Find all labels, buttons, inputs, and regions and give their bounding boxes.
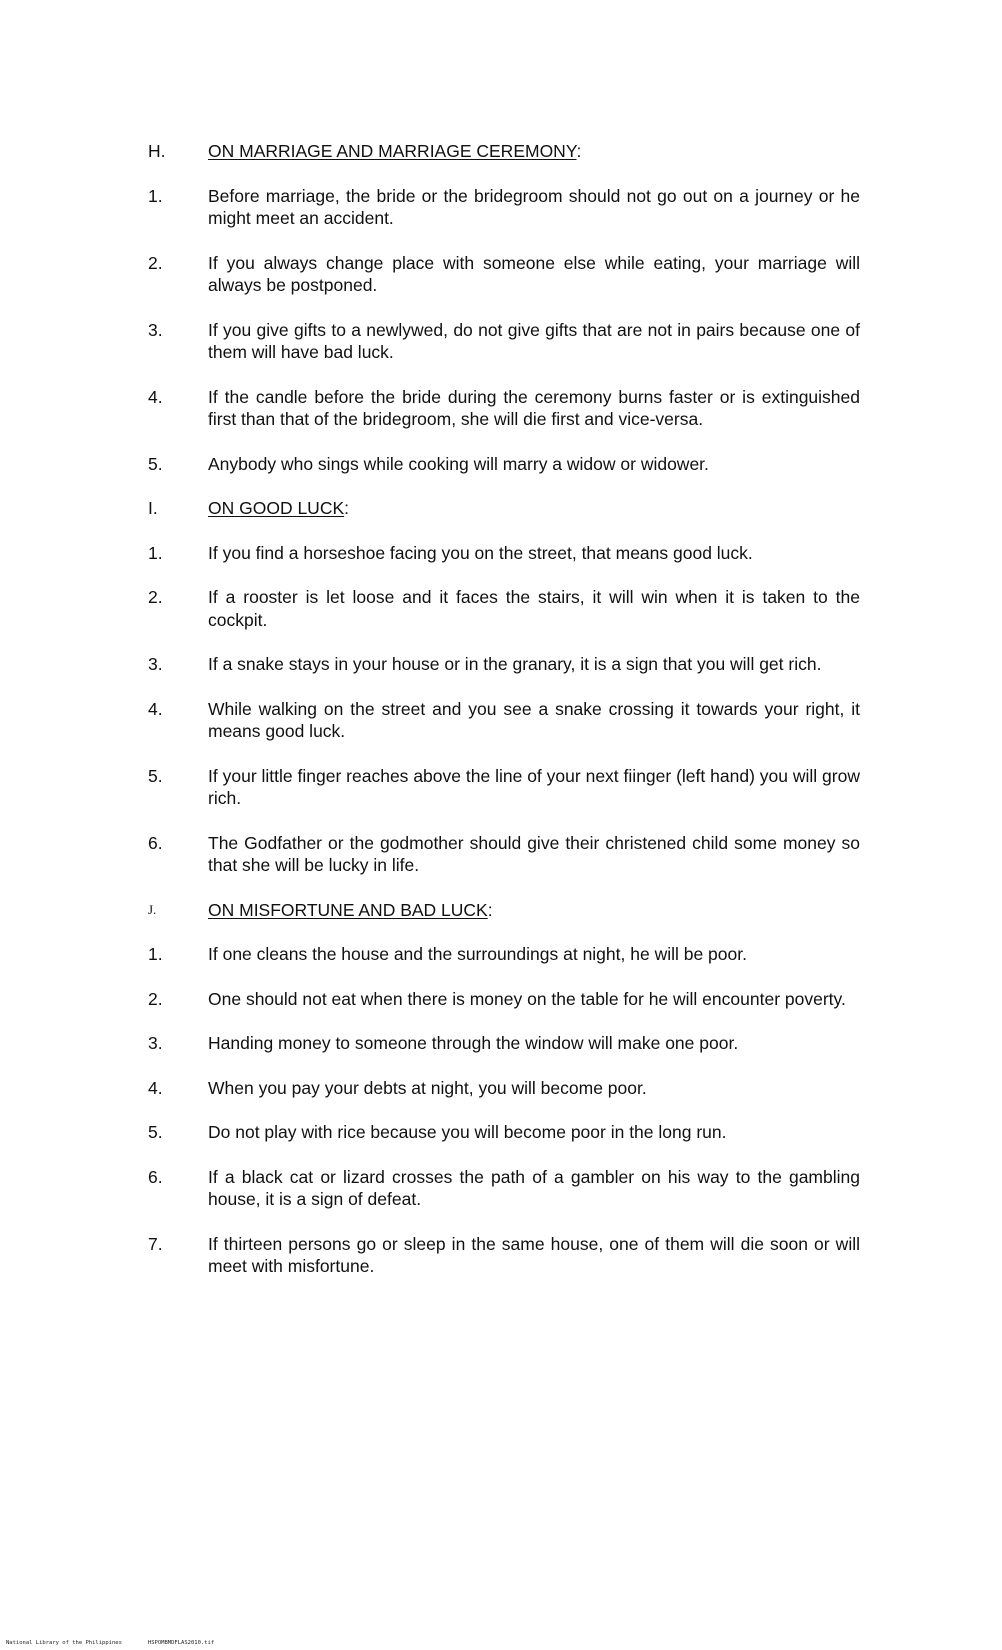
item-text: Handing money to someone through the window will make one poor. [208,1033,739,1053]
section-title: ON MARRIAGE AND MARRIAGE CEREMONY [208,141,577,161]
item-text: Do not play with rice because you will become poor in the long run. [208,1122,727,1142]
item-number: 4. [148,698,163,719]
item-number: 1. [148,944,163,964]
scan-footer [6,1640,214,1646]
item-number: 2. [148,587,163,607]
item-number: 1. [148,542,163,563]
item-text: If a black cat or lizard crosses the path of a gambler on his way to the gambling house, it is a sign of defeat. [208,1166,860,1209]
section-heading-j [148,899,860,922]
list-item [148,586,860,631]
item-text: The Godfather or the godmother should give their christened child some money so that she will be lucky in life. [208,832,860,875]
item-text: If you give gifts to a newlywed, do not give gifts that are not in pairs because one of them will have bad luck. [208,319,860,362]
list-item [148,386,860,431]
item-number: 3. [148,654,163,674]
item-number: 4. [148,1077,163,1098]
list-item [148,1121,860,1144]
list-item [148,943,860,966]
item-text: If you always change place with someone else while eating, your marriage will always be postponed. [208,252,860,295]
item-number: 2. [148,252,163,273]
section-heading-i [148,497,860,520]
item-text: Before marriage, the bride or the bridegroom should not go out on a journey or he might meet an accident. [208,185,860,228]
list-item [148,1077,860,1100]
item-text: If a rooster is let loose and it faces the stairs, it will win when it is taken to the cockpit. [208,587,860,630]
item-text: If the candle before the bride during the ceremony burns faster or is extinguished first than that of the bridegroom, she will die first and vice-versa. [208,386,860,429]
item-number: 1. [148,185,163,206]
list-item [148,988,860,1011]
list-item [148,319,860,364]
list-item [148,653,860,676]
section-title-suffix: : [487,899,493,920]
item-number: 3. [148,319,163,340]
item-number: 3. [148,1033,163,1053]
item-text: If you find a horseshoe facing you on the street, that means good luck. [208,542,753,563]
list-item [148,252,860,297]
item-number: 6. [148,832,163,853]
section-title-suffix: : [344,498,350,518]
section-marker: H. [148,141,166,161]
footer-library-name: National Library of the Philippines [6,1640,122,1646]
item-number: 2. [148,988,163,1009]
list-item [148,1233,860,1278]
item-number: 5. [148,1122,163,1142]
list-item [148,542,860,565]
item-text: If a snake stays in your house or in the granary, it is a sign that you will get rich. [208,654,822,674]
item-text: While walking on the street and you see a snake crossing it towards your right, it means good luck. [208,698,860,741]
list-item [148,185,860,230]
item-text: When you pay your debts at night, you will become poor. [208,1077,647,1098]
item-text: If thirteen persons go or sleep in the same house, one of them will die soon or will meet with misfortune. [208,1233,860,1276]
item-number: 5. [148,453,163,474]
list-item [148,765,860,810]
item-text: Anybody who sings while cooking will marry a widow or widower. [208,453,709,474]
list-item [148,698,860,743]
item-text: One should not eat when there is money on the table for he will encounter poverty. [208,988,846,1009]
section-marker: I. [148,498,158,518]
item-text: If your little finger reaches above the line of your next fiinger (left hand) you will grow rich. [208,765,860,808]
list-item [148,832,860,877]
document-body [148,140,860,1300]
footer-file-name: HSPOMBMDFLAS2010.tif [147,1640,215,1646]
section-title: ON MISFORTUNE AND BAD LUCK [208,899,488,920]
section-heading-h [148,140,860,163]
section-title-suffix: : [576,141,582,161]
item-number: 6. [148,1166,163,1187]
item-number: 4. [148,386,163,407]
list-item [148,1166,860,1211]
item-number: 7. [148,1233,163,1254]
section-marker: J. [148,901,157,917]
item-number: 5. [148,765,163,786]
section-title: ON GOOD LUCK [208,498,345,518]
item-text: If one cleans the house and the surroundings at night, he will be poor. [208,944,747,964]
list-item [148,453,860,476]
list-item [148,1032,860,1055]
